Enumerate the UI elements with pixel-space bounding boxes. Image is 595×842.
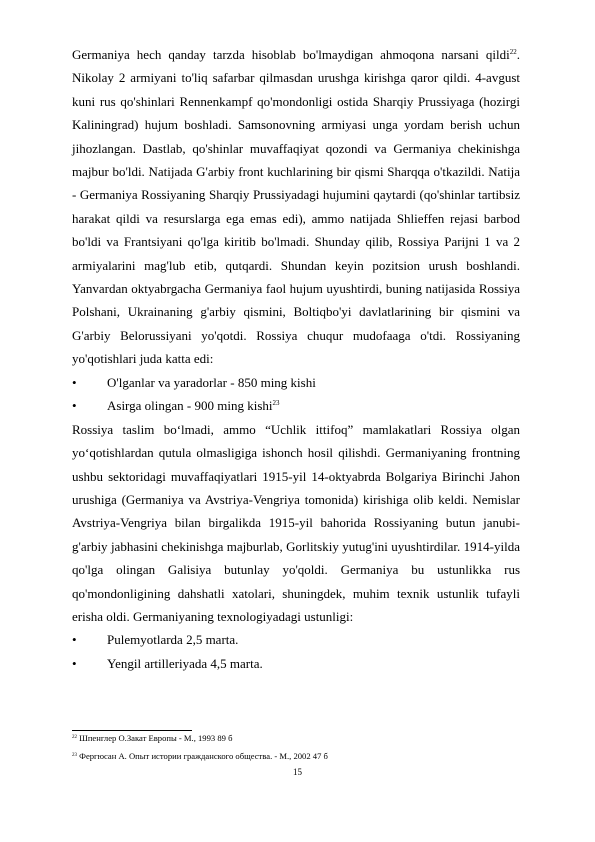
footnote-number: 23	[72, 753, 77, 758]
bullet-icon: •	[72, 398, 77, 414]
bullet-icon: •	[72, 374, 77, 390]
footnote-ref-23[interactable]: 23	[272, 399, 280, 408]
footnote-separator	[72, 730, 192, 731]
paragraph-1	[72, 43, 520, 371]
list-item-text: O'lganlar va yaradorlar - 850 ming kishi	[107, 374, 316, 390]
paragraph-2: Rossiya taslim bo‘lmadi, ammo “Uchlik ittifoq” mamlakatlari Rossiya olgan yo‘qotishlardan qutula olmasligiga ishonch hosil qilishdi. Germaniyaning frontning ushbu sektoridagi muvaffaqiyatlari 1915-yil 14-oktyabrda Bolgariya Birinchi Jahon urushiga (Germaniya va Avstriya-Vengriya tomonida) kirishiga olib keldi. Nemislar Avstriya-Vengriya bilan birgalikda 1915-yil bahorida Rossiyaning butun janubi-g'arbiy jabhasini chekinishga majburlab, Gorlitskiy yutug'ini uyushtirdilar. 1914-yilda qo'lga olingan Galisiya butunlay yo'qoldi. Germaniya bu ustunlikka rus qo'mondonligining dahshatli xatolari, shuningdek, muhim texnik ustunlik tufayli erisha oldi. Germaniyaning texnologiyadagi ustunligi:	[72, 421, 520, 624]
footnote-23	[72, 751, 328, 762]
footnote-ref-22[interactable]: 22	[509, 48, 517, 56]
list-item-text: Pulemyotlarda 2,5 marta.	[107, 632, 239, 648]
document-body	[72, 43, 520, 675]
paragraph-1-text-rest: . Nikolay 2 armiyani to'liq safarbar qilmasdan urushga kirishga qaror qildi. 4-avgust kuni rus qo'shinlari Rennenkampf qo'mondonligi ostida Sharqiy Prussiyaga (hozirgi Kaliningrad) hujum boshladi. Samsonovning armiyasi unga yordam berish uchun jihozlangan. Dastlab, qo'shinlar muvaffaqiyat qozondi va Germaniya chekinishga majbur bo'ldi. Natijada G'arbiy front kuchlarining bir qismi Sharqqa o'tkazildi. Natija - Germaniya Rossiyaning Sharqiy Prussiyadagi hujumini qaytardi (qo'shinlar tartibsiz harakat qildi va resurslarga ega emas edi), ammo natijada Shlieffen rejasi barbod bo'ldi va Frantsiyani qo'lga kiritib bo'lmadi. Shunday qilib, Rossiya Parijni 1 va 2 armiyalarini mag'lub etib, qutqardi. Shundan keyin pozitsion urush boshlandi. Yanvardan oktyabrgacha Germaniya faol hujum uyushtirdi, buning natijasida Rossiya Polshani, Ukrainaning g'arbiy qismini, Boltiqbo'yi davlatlarining bir qismini va G'arbiy Belorussiyani yo'qotdi. Rossiya chuqur mudofaaga o'tdi. Rossiyaning yo'qotishlari juda katta edi:	[72, 47, 520, 367]
paragraph-1-text: Germaniya hech qanday tarzda hisoblab bo'lmaydigan ahmoqona narsani qildi	[72, 47, 510, 62]
list-item	[72, 371, 520, 395]
footnote-number: 22	[72, 735, 77, 740]
bullet-icon: •	[72, 632, 77, 648]
footnote-22	[72, 733, 232, 744]
list-item	[72, 394, 520, 418]
list-item-text: Yengil artilleriyada 4,5 marta.	[107, 655, 263, 671]
footnote-text: Шпенглер О.Закат Европы - М., 1993 89 б	[77, 733, 233, 743]
list-item	[72, 628, 520, 652]
page-number: 15	[293, 767, 302, 777]
list-item-text: Asirga olingan - 900 ming kishi	[107, 398, 273, 414]
bullet-icon: •	[72, 655, 77, 671]
footnote-text: Фергюсан А. Опыт истории гражданского общества. - М., 2002 47 б	[77, 751, 328, 761]
list-item	[72, 652, 520, 676]
